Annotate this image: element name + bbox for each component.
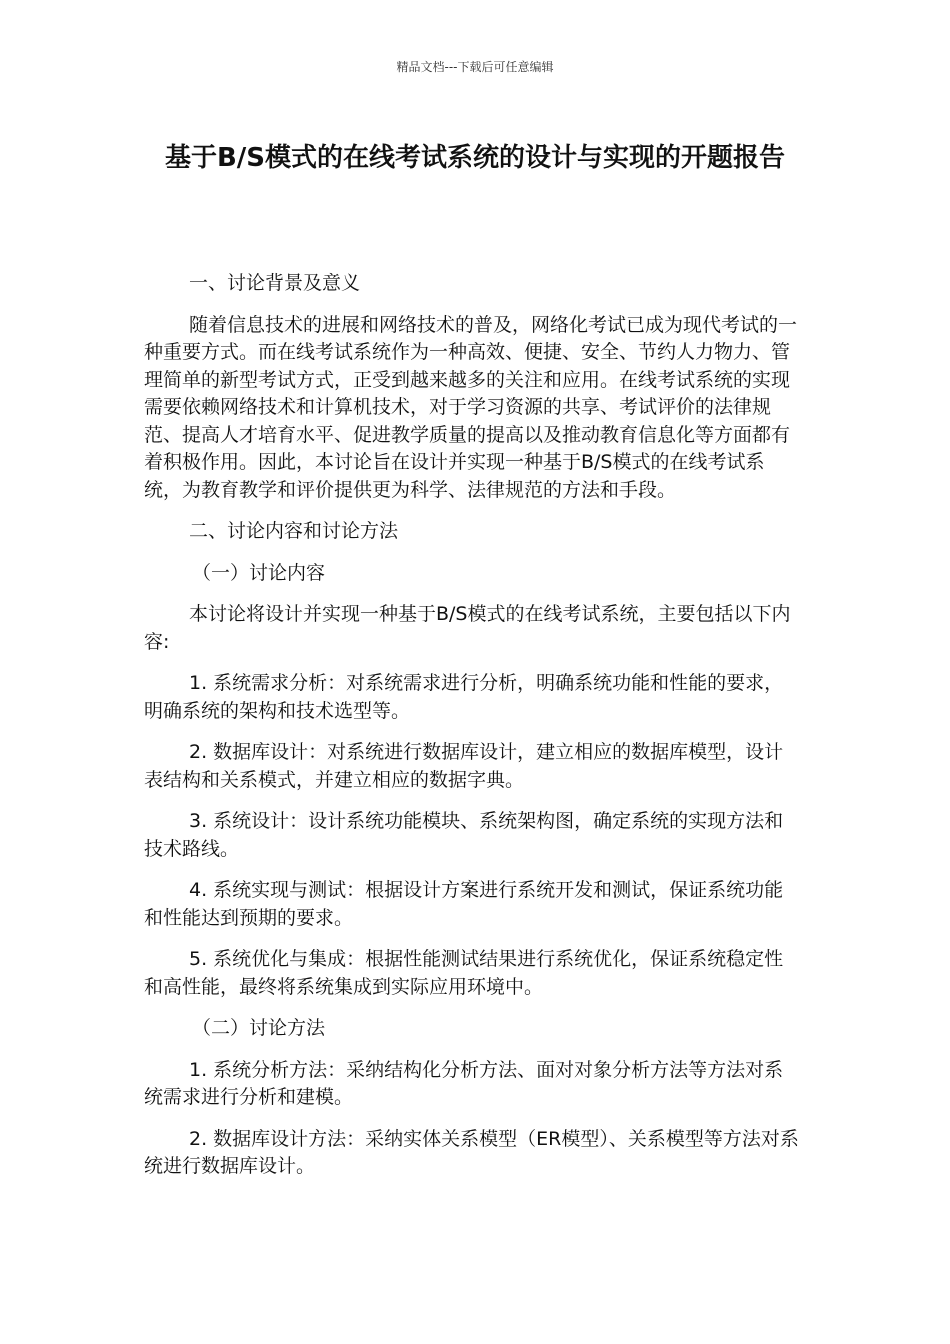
content-item: 4. 系统实现与测试：根据设计方案进行系统开发和测试，保证系统功能和性能达到预期的要求。 (144, 879, 784, 929)
content-item: 1. 系统需求分析：对系统需求进行分析，明确系统功能和性能的要求，明确系统的架构和技术选型等。 (144, 672, 784, 722)
section-heading-background: 一、讨论背景及意义 (189, 272, 361, 294)
content-item: 2. 数据库设计：对系统进行数据库设计，建立相应的数据库模型，设计表结构和关系模式，并建立相应的数据字典。 (144, 741, 784, 791)
content-item: 5. 系统优化与集成：根据性能测试结果进行系统优化，保证系统稳定性和高性能，最终将系统集成到实际应用环境中。 (144, 948, 784, 998)
method-item: 2. 数据库设计方法：采纳实体关系模型（ER模型）、关系模型等方法对系统进行数据库设计。 (144, 1127, 799, 1177)
subheading-method: （二）讨论方法 (192, 1017, 326, 1039)
background-paragraph: 随着信息技术的进展和网络技术的普及，网络化考试已成为现代考试的一种重要方式。而在线考试系统作为一种高效、便捷、安全、节约人力物力、管理简单的新型考试方式，正受到越来越多的关注和应用。在线考试系统的实现需要依赖网络技术和计算机技术，对于学习资源的共享、考试评价的法律规范、提高人才培育水平、促进教学质量的提高以及推动教育信息化等方面都有着积极作用。因此，本讨论旨在设计并实现一种基于B/S模式的在线考试系统，为教育教学和评价提供更为科学、法律规范的方法和手段。 (144, 313, 798, 501)
content-intro-paragraph: 本讨论将设计并实现一种基于B/S模式的在线考试系统，主要包括以下内容: (144, 603, 791, 653)
method-item: 1. 系统分析方法：采纳结构化分析方法、面对对象分析方法等方法对系统需求进行分析和建模。 (144, 1058, 784, 1108)
section-heading-content-method: 二、讨论内容和讨论方法 (189, 520, 399, 542)
document-title: 基于B/S模式的在线考试系统的设计与实现的开题报告 (164, 143, 786, 173)
header-watermark: 精品文档---下载后可任意编辑 (396, 60, 554, 74)
content-item: 3. 系统设计：设计系统功能模块、系统架构图，确定系统的实现方法和技术路线。 (144, 810, 784, 860)
document-body (144, 270, 799, 1195)
subheading-content: （一）讨论内容 (192, 561, 326, 584)
